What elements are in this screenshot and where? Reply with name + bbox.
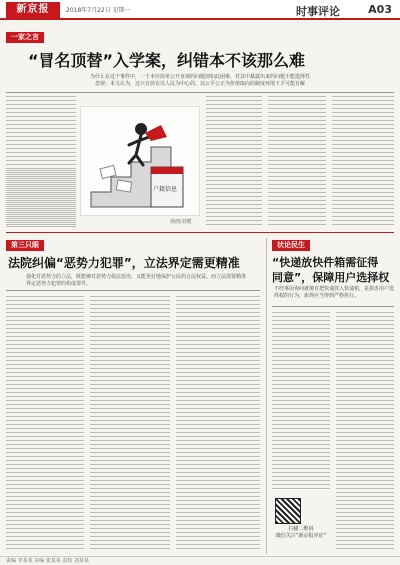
editorial-cartoon bbox=[80, 106, 200, 216]
newspaper-logo: 新京报 bbox=[6, 2, 60, 18]
left-article-column-1 bbox=[6, 296, 84, 552]
right-article-divider bbox=[272, 306, 394, 307]
page-footer: 责编 李某某 美编 张某某 责校 刘某某 bbox=[0, 556, 400, 565]
top-article-deck-1: 为什么在这个事件中，一个本应简单公开直观的问题却如此困难，对其中暴露出来的问题不能选择性 bbox=[89, 74, 310, 80]
right-article-column-1 bbox=[272, 312, 330, 492]
right-article-column-2 bbox=[336, 312, 394, 552]
top-article-column-3 bbox=[268, 96, 326, 226]
top-article-tag: 一家之言 bbox=[6, 32, 44, 43]
cartoon-credit: 漫画/刘健 bbox=[170, 219, 192, 225]
section-divider bbox=[6, 232, 394, 233]
top-divider bbox=[6, 92, 394, 93]
masthead bbox=[0, 0, 400, 20]
top-article-column-4 bbox=[332, 96, 394, 226]
left-article-deck: 强化对恶势力的立法，既能够对恶势力依法惩治，又能更好地保护公民的合法权益，而立法需要精准界定恶势力犯罪的构成要件。 bbox=[26, 274, 247, 287]
right-article-deck: 不经事前询问就擅自把快递放入快递箱，是损害用户选择权的行为，新规应当得到严格执行。 bbox=[274, 286, 395, 299]
dateline: 2018年7月22日 星期一 bbox=[66, 7, 131, 14]
column-divider bbox=[266, 238, 267, 554]
left-article-headline: 法院纠偏“恶势力犯罪”，立法界定需更精准 bbox=[8, 256, 240, 270]
right-article-tag: 状论民生 bbox=[272, 240, 310, 251]
right-article-headline-line-2: 同意”，保障用户选择权 bbox=[272, 271, 390, 284]
qr-code[interactable] bbox=[275, 498, 301, 524]
top-article-headline: “冒名顶替”入学案，纠错本不该那么难 bbox=[28, 51, 306, 70]
cartoon-label: 户籍信息 bbox=[153, 186, 178, 193]
top-article-column-1b bbox=[6, 170, 76, 230]
cartoon-illustration bbox=[81, 107, 201, 217]
qr-caption-2: 微信关注“新京报评论” bbox=[275, 533, 327, 539]
page-number: A03 bbox=[368, 3, 392, 16]
qr-caption-1: 扫描二维码 bbox=[288, 526, 314, 532]
top-article-deck-2: 忽视；本文认为，这只有放在以人民为中心的、以公平公正为价值取向的制度环境下才可能有解 bbox=[94, 81, 305, 87]
left-article-column-2 bbox=[90, 296, 170, 552]
left-article-divider bbox=[6, 290, 260, 291]
section-title: 时事评论 bbox=[296, 5, 340, 18]
top-article-column-2 bbox=[206, 96, 262, 226]
left-article-column-3 bbox=[176, 296, 260, 552]
left-article-tag: 第三只眼 bbox=[6, 240, 44, 251]
right-article-headline-line-1: “快递放快件箱需征得 bbox=[272, 256, 379, 269]
